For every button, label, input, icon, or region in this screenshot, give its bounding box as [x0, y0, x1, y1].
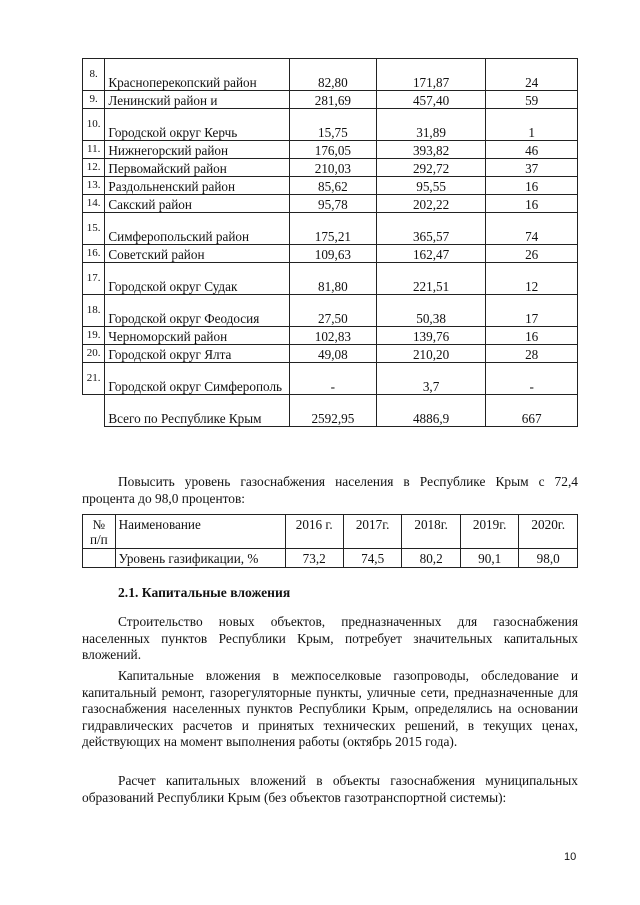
cell-v1: - — [289, 363, 376, 395]
cell-num: 8. — [83, 59, 105, 91]
cell-v3: 1 — [486, 109, 578, 141]
total-row — [83, 395, 578, 427]
section-heading: 2.1. Капитальные вложения — [118, 585, 291, 600]
cell-name: Советский район — [105, 245, 290, 263]
cell-v2: 31,89 — [376, 109, 486, 141]
districts-gas-table — [82, 58, 578, 427]
table-row — [83, 345, 578, 363]
cell-v2: 292,72 — [376, 159, 486, 177]
cell-name: Ленинский район и — [105, 91, 290, 109]
cell-name: Городской округ Симферополь — [105, 363, 290, 395]
cell-v2: 95,55 — [376, 177, 486, 195]
cell-name: Городской округ Керчь — [105, 109, 290, 141]
table-row — [83, 109, 578, 141]
header-year-2018: 2018г. — [402, 515, 461, 549]
table-row — [83, 159, 578, 177]
table-row — [83, 363, 578, 395]
cell-v1: 175,21 — [289, 213, 376, 245]
cell-v1: 176,05 — [289, 141, 376, 159]
table-row — [83, 177, 578, 195]
cell-v2: 210,20 — [376, 345, 486, 363]
cell-v3: 59 — [486, 91, 578, 109]
cell-v1: 49,08 — [289, 345, 376, 363]
table-row — [83, 295, 578, 327]
header-year-2017: 2017г. — [343, 515, 402, 549]
header-year-2016: 2016 г. — [285, 515, 343, 549]
cell-num: 14. — [83, 195, 105, 213]
cell-num: 20. — [83, 345, 105, 363]
cell-v2: 365,57 — [376, 213, 486, 245]
cell-num: 21. — [83, 363, 105, 395]
cell-v1: 15,75 — [289, 109, 376, 141]
cell-v3: 12 — [486, 263, 578, 295]
value-2020: 98,0 — [519, 549, 578, 568]
cell-v1: 210,03 — [289, 159, 376, 177]
cell-v2: 221,51 — [376, 263, 486, 295]
value-2017: 74,5 — [343, 549, 402, 568]
cell-v3: 16 — [486, 195, 578, 213]
table-row — [83, 327, 578, 345]
cell-num: 19. — [83, 327, 105, 345]
cell-v3: 17 — [486, 295, 578, 327]
gasification-value-row — [83, 549, 578, 568]
row-name-cell: Уровень газификации, % — [115, 549, 285, 568]
cell-name: Первомайский район — [105, 159, 290, 177]
cell-v3: 16 — [486, 327, 578, 345]
cell-name: Городской округ Ялта — [105, 345, 290, 363]
cell-v1: 281,69 — [289, 91, 376, 109]
total-blank-cell — [83, 395, 105, 427]
page-number: 10 — [564, 851, 577, 863]
value-2016: 73,2 — [285, 549, 343, 568]
cell-v1: 102,83 — [289, 327, 376, 345]
table-row — [83, 263, 578, 295]
cell-num: 18. — [83, 295, 105, 327]
table-row — [83, 59, 578, 91]
cell-name: Городской округ Судак — [105, 263, 290, 295]
cell-num: 11. — [83, 141, 105, 159]
header-num-cell — [83, 515, 116, 549]
cell-name: Симферопольский район — [105, 213, 290, 245]
goal-paragraph: Повысить уровень газоснабжения населения в Республике Крым с 72,4 процента до 98,0 процентов: — [82, 474, 578, 506]
header-year-2019: 2019г. — [460, 515, 519, 549]
cell-v2: 393,82 — [376, 141, 486, 159]
cell-num: 10. — [83, 109, 105, 141]
cell-name: Черноморский район — [105, 327, 290, 345]
cell-v1: 81,80 — [289, 263, 376, 295]
cell-v3: 46 — [486, 141, 578, 159]
table-row — [83, 141, 578, 159]
cell-name: Красноперекопский район — [105, 59, 290, 91]
cell-v2: 3,7 — [376, 363, 486, 395]
cell-name: Городской округ Феодосия — [105, 295, 290, 327]
table-row — [83, 213, 578, 245]
cell-v2: 50,38 — [376, 295, 486, 327]
cell-v3: 16 — [486, 177, 578, 195]
row-num-cell — [83, 549, 116, 568]
cell-v3: 26 — [486, 245, 578, 263]
cell-num: 17. — [83, 263, 105, 295]
total-name: Всего по Республике Крым — [105, 395, 290, 427]
cell-name: Нижнегорский район — [105, 141, 290, 159]
table-row — [83, 245, 578, 263]
districts-gas-table-body — [83, 59, 578, 427]
header-num-label: № п/п — [89, 517, 108, 547]
cell-v1: 95,78 — [289, 195, 376, 213]
paragraph-1: Строительство новых объектов, предназначенных для газоснабжения населенных пунктов Республики Крым, потребует значительных капитальных вложений. — [82, 614, 578, 663]
cell-num: 16. — [83, 245, 105, 263]
cell-v2: 139,76 — [376, 327, 486, 345]
cell-v3: 24 — [486, 59, 578, 91]
cell-v1: 109,63 — [289, 245, 376, 263]
total-v1: 2592,95 — [289, 395, 376, 427]
cell-v2: 171,87 — [376, 59, 486, 91]
header-year-2020: 2020г. — [519, 515, 578, 549]
cell-num: 9. — [83, 91, 105, 109]
cell-v2: 457,40 — [376, 91, 486, 109]
cell-num: 12. — [83, 159, 105, 177]
cell-v1: 85,62 — [289, 177, 376, 195]
cell-num: 15. — [83, 213, 105, 245]
gasification-level-table — [82, 514, 578, 568]
cell-v3: 28 — [486, 345, 578, 363]
total-v3: 667 — [486, 395, 578, 427]
cell-v1: 82,80 — [289, 59, 376, 91]
value-2018: 80,2 — [402, 549, 461, 568]
total-v2: 4886,9 — [376, 395, 486, 427]
table-row — [83, 91, 578, 109]
value-2019: 90,1 — [460, 549, 519, 568]
paragraph-3: Расчет капитальных вложений в объекты газоснабжения муниципальных образований Республики Крым (без объектов газотранспортной системы): — [82, 773, 578, 805]
cell-v1: 27,50 — [289, 295, 376, 327]
cell-v2: 202,22 — [376, 195, 486, 213]
table-row — [83, 195, 578, 213]
paragraph-2: Капитальные вложения в межпоселковые газопроводы, обследование и капитальный ремонт, газорегуляторные пункты, уличные сети, предназначенные для газоснабжения населенных пунктов Республики Крым, определялись на основании гидравлических расчетов и принятых технических решений, в текущих ценах, действующих на момент выполнения работы (октябрь 2015 года). — [82, 668, 578, 750]
cell-v2: 162,47 — [376, 245, 486, 263]
cell-name: Раздольненский район — [105, 177, 290, 195]
cell-v3: 74 — [486, 213, 578, 245]
cell-num: 13. — [83, 177, 105, 195]
cell-v3: - — [486, 363, 578, 395]
cell-name: Сакский район — [105, 195, 290, 213]
header-name-cell: Наименование — [115, 515, 285, 549]
cell-v3: 37 — [486, 159, 578, 177]
